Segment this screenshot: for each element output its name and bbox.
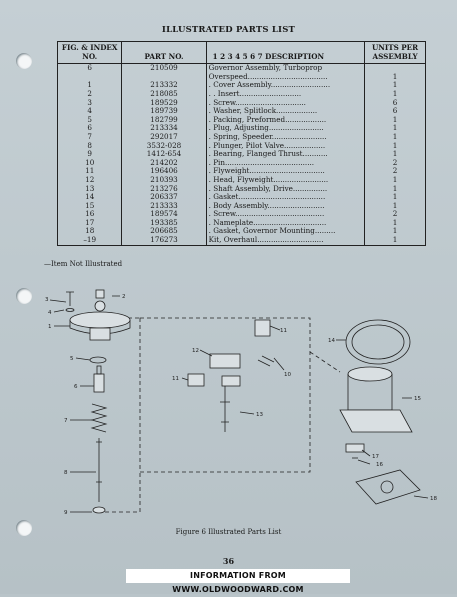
thrust-bearing-part [93, 507, 105, 513]
header-description: 1 2 3 4 5 6 7 DESCRIPTION [206, 42, 365, 64]
callout-5: 5 [70, 356, 74, 362]
part-number-cell: 189529 [122, 99, 206, 108]
part-number-cell: 213333 [122, 202, 206, 211]
part-number-cell: 206685 [122, 227, 206, 236]
table-row [58, 133, 426, 142]
fig-cell: 7 [58, 133, 122, 142]
nameplate-part [346, 444, 364, 452]
units-cell: 1 [365, 227, 426, 236]
part-number-cell: 218085 [122, 90, 206, 99]
callout-3: 3 [45, 297, 49, 303]
description-cell: . Cover Assembly.......................... [206, 81, 365, 90]
part-number-cell: 193385 [122, 219, 206, 228]
units-cell: 1 [365, 124, 426, 133]
units-cell: 1 [365, 236, 426, 245]
fig-cell: 2 [58, 90, 122, 99]
description-cell: . Spring, Speeder........................ [206, 133, 365, 142]
header-part-no: PART NO. [122, 42, 206, 64]
table-row [58, 167, 426, 176]
callout-11-side: 11 [172, 376, 179, 382]
units-cell: 1 [365, 116, 426, 125]
figure-caption: Figure 6 Illustrated Parts List [175, 528, 282, 536]
fig-cell: 5 [58, 116, 122, 125]
table-row [58, 185, 426, 194]
description-cell: Kit, Overhaul............................. [206, 236, 365, 245]
callout-17: 17 [372, 454, 379, 460]
callout-1: 1 [48, 324, 52, 330]
table-row [58, 142, 426, 151]
table-row [58, 202, 426, 211]
callout-16: 16 [376, 462, 383, 468]
description-cell: . Pin....................................... [206, 159, 365, 168]
description-cell: . Body Assembly......................... [206, 202, 365, 211]
speeder-spring-part [92, 404, 106, 432]
exploded-view-diagram [40, 282, 440, 522]
table-row [58, 236, 426, 245]
callout-18: 18 [430, 496, 437, 502]
part-number-cell: 189739 [122, 107, 206, 116]
units-cell: 1 [365, 202, 426, 211]
part-number-cell: 214202 [122, 159, 206, 168]
description-cell: Governor Assembly, Turboprop [206, 64, 365, 73]
description-cell: . Flyweight................................. [206, 167, 365, 176]
drive-shaft-part [220, 386, 230, 432]
body-assembly-part [340, 367, 412, 432]
part-number-cell: 213332 [122, 81, 206, 90]
page-title: ILLUSTRATED PARTS LIST [161, 25, 296, 35]
description-cell: . Screw............................... [206, 99, 365, 108]
source-banner: INFORMATION FROM WWW.OLDWOODWARD.COM [126, 569, 350, 583]
flyweight-head-part [188, 354, 240, 386]
part-number-cell: 206337 [122, 193, 206, 202]
packing-ring-part [90, 357, 106, 363]
part-number-cell: 213276 [122, 185, 206, 194]
callout-13: 13 [256, 412, 263, 418]
cover-assembly-part [70, 301, 130, 340]
callout-10: 10 [284, 372, 291, 378]
units-cell: 1 [365, 176, 426, 185]
fig-cell: 6 [58, 124, 122, 133]
fig-cell: 1 [58, 81, 122, 90]
fig-cell: 13 [58, 185, 122, 194]
units-cell: 1 [365, 185, 426, 194]
table-row [58, 193, 426, 202]
washer-part [66, 309, 74, 312]
fig-cell: 8 [58, 142, 122, 151]
fig-cell: –19 [58, 236, 122, 245]
units-cell: 6 [365, 99, 426, 108]
header-units: UNITS PER ASSEMBLY [365, 42, 426, 64]
description-cell: . Screw....................................... [206, 210, 365, 219]
table-row [58, 73, 426, 82]
description-cell: . Plunger, Pilot Valve.................. [206, 142, 365, 151]
part-number-cell: 213334 [122, 124, 206, 133]
fig-cell: 4 [58, 107, 122, 116]
units-cell: 2 [365, 159, 426, 168]
units-cell: 2 [365, 210, 426, 219]
callout-9: 9 [64, 510, 68, 516]
fig-cell: 11 [58, 167, 122, 176]
units-cell: 2 [365, 167, 426, 176]
parts-table-body [58, 64, 426, 245]
units-cell: 1 [365, 133, 426, 142]
units-cell: 1 [365, 81, 426, 90]
table-row [58, 210, 426, 219]
part-number-cell: 1412-654 [122, 150, 206, 159]
table-row [58, 99, 426, 108]
punch-hole-middle [16, 288, 32, 304]
pilot-valve-plunger-part [96, 438, 102, 502]
punch-hole-top [16, 53, 32, 69]
part-number-cell: 292017 [122, 133, 206, 142]
description-cell: . Gasket, Governor Mounting......... [206, 227, 365, 236]
part-number-cell: 210509 [122, 64, 206, 73]
callout-11-top: 11 [280, 328, 287, 334]
pin-part [258, 356, 274, 366]
units-cell: 1 [365, 219, 426, 228]
description-cell: Overspeed................................... [206, 73, 365, 82]
units-cell: 1 [365, 73, 426, 82]
description-cell: . Shaft Assembly, Drive............... [206, 185, 365, 194]
table-row [58, 227, 426, 236]
fig-cell: 15 [58, 202, 122, 211]
description-cell: . Plug, Adjusting........................ [206, 124, 365, 133]
description-cell: . Washer, Splitlock.................. [206, 107, 365, 116]
part-number-cell: 3532-028 [122, 142, 206, 151]
callout-7: 7 [64, 418, 68, 424]
part-number-cell: 182799 [122, 116, 206, 125]
callout-2: 2 [122, 294, 126, 300]
units-cell: 6 [365, 107, 426, 116]
fig-cell: 14 [58, 193, 122, 202]
callout-6: 6 [74, 384, 78, 390]
part-number-cell: 196406 [122, 167, 206, 176]
page-number: 36 [222, 556, 235, 566]
fig-cell: 17 [58, 219, 122, 228]
part-number-cell: 176273 [122, 236, 206, 245]
callout-4: 4 [48, 310, 52, 316]
callout-15: 15 [414, 396, 421, 402]
part-number-cell: 189574 [122, 210, 206, 219]
description-cell: . Head, Flyweight........................ [206, 176, 365, 185]
description-cell: . Nameplate................................ [206, 219, 365, 228]
adjusting-plug-part [94, 366, 104, 392]
fig-cell: 6 [58, 64, 122, 73]
footnote: —Item Not Illustrated [44, 260, 123, 268]
table-row [58, 176, 426, 185]
fig-cell: 9 [58, 150, 122, 159]
units-cell: 1 [365, 90, 426, 99]
table-row [58, 150, 426, 159]
fig-cell: 10 [58, 159, 122, 168]
fig-cell: 3 [58, 99, 122, 108]
description-cell: . Gasket...................................... [206, 193, 365, 202]
callout-14: 14 [328, 338, 335, 344]
flyweight-part [255, 320, 270, 336]
table-row [58, 124, 426, 133]
gasket-ring-part [346, 320, 410, 364]
table-row [58, 159, 426, 168]
units-cell: 1 [365, 193, 426, 202]
units-cell: 1 [365, 142, 426, 151]
table-row [58, 219, 426, 228]
description-cell: . . Insert........................... [206, 90, 365, 99]
header-fig-index: FIG. & INDEX NO. [58, 42, 122, 64]
table-row [58, 116, 426, 125]
table-row [58, 90, 426, 99]
fig-cell: 18 [58, 227, 122, 236]
table-row [58, 107, 426, 116]
mounting-gasket-part [356, 470, 420, 504]
parts-table [57, 41, 426, 246]
part-number-cell: 210393 [122, 176, 206, 185]
description-cell: . Bearing, Flanged Thrust........... [206, 150, 365, 159]
table-row [58, 64, 426, 73]
fig-cell: 12 [58, 176, 122, 185]
screw-part [66, 292, 74, 306]
fig-cell: 16 [58, 210, 122, 219]
insert-part [96, 290, 104, 298]
callout-8: 8 [64, 470, 68, 476]
units-cell: 1 [365, 150, 426, 159]
callout-12: 12 [192, 348, 199, 354]
description-cell: . Packing, Preformed.................. [206, 116, 365, 125]
table-row [58, 81, 426, 90]
